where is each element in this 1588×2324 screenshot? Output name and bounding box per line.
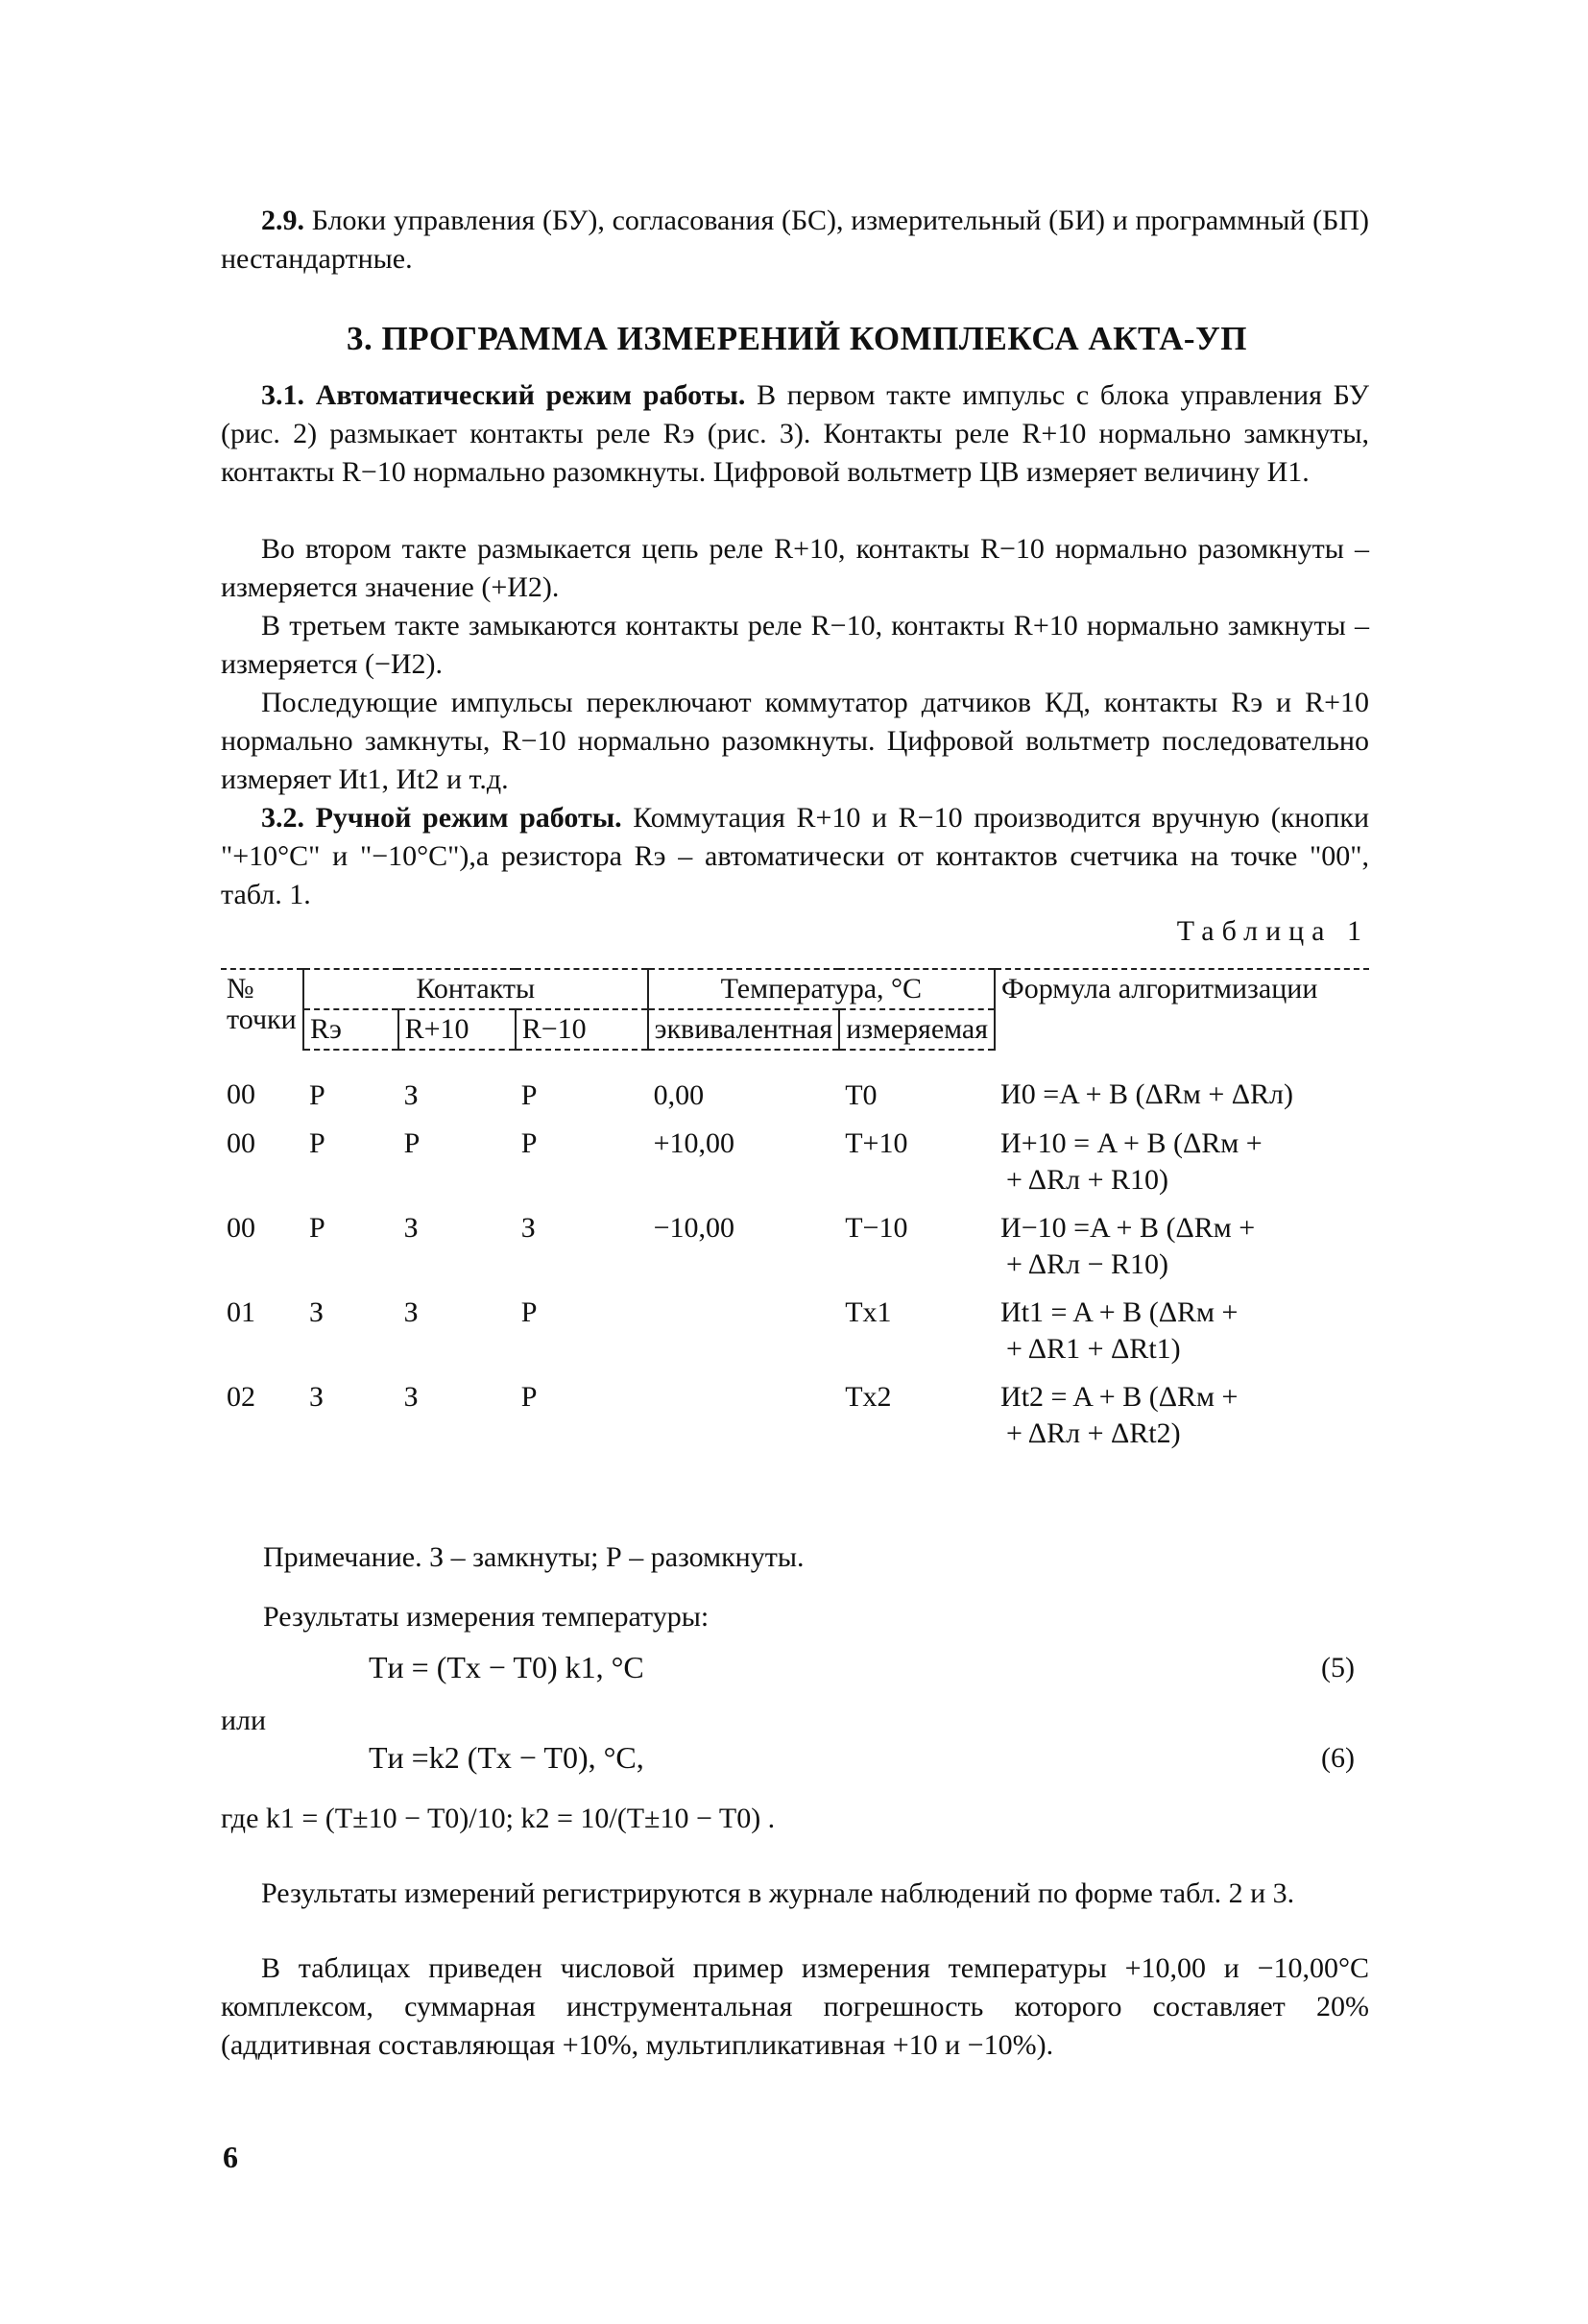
paragraph-third-cycle: В третьем такте замыкаются контакты реле R−10, контакты R+10 нормально замкнуты – измеряется (−И2). — [221, 610, 1369, 680]
paragraph-example: В таблицах приведен числовой пример измерения температуры +10,00 и −10,00°C комплексом, суммарная инструментальная погрешность которого составляет 20% (аддитивная составляющая +10%, мультипликативная +10 и −10%). — [221, 1952, 1369, 2061]
formula-line-2: + ΔRл − R10) — [1006, 1248, 1168, 1280]
formula-6-number: (6) — [1321, 1742, 1355, 1774]
formula-line-2: + ΔRл + ΔRt2) — [1006, 1417, 1181, 1449]
formula-5-number: (5) — [1321, 1652, 1355, 1683]
cell-measured: T−10 — [845, 1212, 908, 1244]
cell-rz: З — [308, 1381, 324, 1413]
paragraph-3-1-text: В первом такте импульс с блока управления БУ (рис. 2) размыкает контакты реле Rэ (рис. 3). Контакты реле R+10 нормально замкнуты, контакты R−10 нормально разомкнуты. Цифровой вольтметр ЦВ измеряет величину И1. — [221, 379, 1370, 488]
results-label: Результаты измерения температуры: — [263, 1601, 710, 1633]
cell-r-plus-10: Р — [403, 1127, 421, 1159]
contacts-table — [221, 968, 1369, 1460]
cell-r-minus-10: Р — [520, 1127, 538, 1159]
table-row — [221, 1122, 1369, 1206]
paragraph-3-1-heading: Автоматический режим работы. — [315, 379, 746, 411]
cell-formula — [995, 1291, 1369, 1375]
or-word: или — [221, 1705, 267, 1736]
cell-equivalent: +10,00 — [653, 1127, 735, 1159]
formula-line-2: + ΔR1 + ΔRt1) — [1006, 1333, 1181, 1365]
section-2-9-text: Блоки управления (БУ), согласования (БС), измерительный (БИ) и программный (БП) нестандартные. — [221, 205, 1370, 275]
table-row — [221, 1375, 1369, 1460]
paragraph-subsequent: Последующие импульсы переключают коммутатор датчиков КД, контакты Rэ и R+10 нормально замкнуты, R−10 нормально разомкнуты. Цифровой вольтметр последовательно измеряет Иt1, Иt2 и т.д. — [221, 687, 1369, 795]
paragraph-3-2-text: Коммутация R+10 и R−10 производится вручную (кнопки "+10°C" и "−10°C"),а резистора Rэ – автоматически от контактов счетчика на точке "00", табл. 1. — [221, 802, 1370, 910]
cell-rz: З — [308, 1296, 324, 1328]
formula-5: Tи = (Tx − T0) k1, °C — [369, 1650, 644, 1684]
header-r-minus-10: R−10 — [516, 1009, 648, 1050]
cell-formula — [995, 1375, 1369, 1460]
header-formula: Формула алгоритмизации — [995, 969, 1369, 1050]
section-2-9-number: 2.9. — [261, 205, 304, 236]
header-measured: измеряемая — [839, 1009, 995, 1050]
cell-r-minus-10: Р — [520, 1296, 538, 1328]
cell-r-plus-10: З — [403, 1079, 419, 1111]
table-header-row-1 — [221, 969, 1369, 1009]
cell-equivalent: −10,00 — [653, 1212, 735, 1244]
table-caption: Таблица 1 — [1176, 915, 1369, 947]
header-r-plus-10: R+10 — [398, 1009, 516, 1050]
table-row — [221, 1206, 1369, 1291]
header-equivalent: эквивалентная — [648, 1009, 840, 1050]
formula-line-1: Иt1 = A + B (ΔRм + — [1000, 1296, 1239, 1328]
cell-r-minus-10: З — [520, 1212, 536, 1244]
cell-r-minus-10: Р — [520, 1381, 538, 1413]
cell-equivalent — [648, 1375, 840, 1460]
formula-line-1: И−10 =A + B (ΔRм + — [1000, 1212, 1256, 1244]
cell-point: 00 — [227, 1212, 255, 1244]
paragraph-second-cycle: Во втором такте размыкается цепь реле R+10, контакты R−10 нормально разомкнуты – измеряется значение (+И2). — [221, 533, 1369, 603]
coefficients-definition: где k1 = (T±10 − T0)/10; k2 = 10/(T±10 − T0) . — [221, 1803, 776, 1834]
cell-formula — [995, 1050, 1369, 1122]
cell-r-plus-10: З — [403, 1381, 419, 1413]
formula-line-2: + ΔRл + R10) — [1006, 1164, 1168, 1196]
header-contacts: Контакты — [303, 969, 648, 1009]
formula-line-1: И0 =A + B (ΔRм + ΔRл) — [1000, 1078, 1294, 1110]
page-number: 6 — [223, 2140, 238, 2174]
cell-point: 00 — [227, 1078, 255, 1110]
cell-formula — [995, 1206, 1369, 1291]
table-note: Примечание. З – замкнуты; Р – разомкнуты. — [263, 1541, 805, 1573]
paragraph-3-2-number: 3.2. — [261, 802, 304, 834]
cell-measured: Tx1 — [845, 1296, 892, 1328]
formula-line-1: И+10 = A + B (ΔRм + — [1000, 1127, 1263, 1159]
cell-equivalent — [648, 1291, 840, 1375]
cell-rz: Р — [308, 1127, 325, 1159]
cell-measured: Tx2 — [845, 1381, 892, 1413]
section-3-title: 3. ПРОГРАММА ИЗМЕРЕНИЙ КОМПЛЕКСА АКТА-УП — [347, 320, 1247, 357]
cell-formula — [995, 1122, 1369, 1206]
paragraph-3-2 — [221, 799, 1369, 914]
paragraph-journal: Результаты измерений регистрируются в журнале наблюдений по форме табл. 2 и 3. — [261, 1877, 1295, 1909]
cell-point: 01 — [227, 1296, 255, 1328]
formula-line-1: Иt2 = A + B (ΔRм + — [1000, 1381, 1239, 1413]
paragraph-3-2-heading: Ручной режим работы. — [315, 802, 622, 834]
table-row — [221, 1291, 1369, 1375]
cell-measured: T+10 — [845, 1127, 908, 1159]
paragraph-3-1-number: 3.1. — [261, 379, 304, 411]
header-temperature: Температура, °C — [648, 969, 995, 1009]
cell-point: 00 — [227, 1127, 255, 1159]
formula-6: Tи =k2 (Tx − T0), °C, — [369, 1740, 644, 1775]
cell-point: 02 — [227, 1381, 255, 1413]
cell-rz: Р — [308, 1212, 325, 1244]
cell-measured: T0 — [845, 1079, 878, 1111]
header-point: № точки — [221, 969, 303, 1050]
cell-r-plus-10: З — [403, 1212, 419, 1244]
cell-r-plus-10: З — [403, 1296, 419, 1328]
paragraph-3-1 — [221, 376, 1369, 492]
cell-equivalent: 0,00 — [653, 1079, 705, 1111]
table-row — [221, 1050, 1369, 1122]
cell-r-minus-10: Р — [520, 1079, 538, 1111]
header-rz: Rэ — [303, 1009, 398, 1050]
section-2-9 — [221, 202, 1369, 278]
cell-rz: Р — [308, 1079, 325, 1111]
